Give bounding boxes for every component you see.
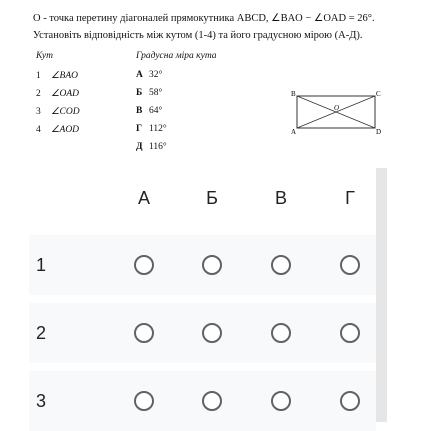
vertex-label-a: A: [291, 128, 297, 136]
grid-column-header: А: [137, 188, 150, 208]
option-value: 58°: [149, 88, 163, 98]
angle-number: 4: [36, 125, 41, 135]
radio-row-2-v[interactable]: [271, 323, 291, 343]
center-label-o: O: [334, 104, 340, 112]
angle-label: ∠AOD: [51, 125, 80, 135]
option-letter: Б: [136, 88, 143, 98]
angle-column-header: Кут: [36, 51, 53, 61]
grid-row-label: 3: [36, 391, 47, 411]
vertex-label-b: B: [291, 90, 296, 98]
angle-label: ∠OAD: [51, 89, 80, 99]
angle-label: ∠BAO: [51, 71, 78, 81]
radio-row-3-v[interactable]: [271, 391, 291, 411]
measure-column-header: Градусна міра кута: [136, 51, 217, 61]
option-letter: В: [136, 106, 143, 116]
grid-row-label: 1: [36, 255, 47, 275]
rectangle-diagram: [289, 88, 385, 136]
radio-row-1-b[interactable]: [202, 255, 222, 275]
problem-line-2: Установіть відповідність між кутом (1-4) та його градусною мірою (А-Д).: [33, 30, 363, 41]
angle-item: [36, 124, 79, 135]
option-letter: А: [136, 70, 143, 80]
option-letter: Д: [136, 142, 143, 152]
option-item: [136, 70, 162, 80]
angle-item: [36, 106, 80, 117]
grid-column-header: В: [274, 188, 287, 208]
radio-row-3-b[interactable]: [202, 391, 222, 411]
option-item: [136, 88, 162, 98]
angle-item: [36, 70, 78, 81]
radio-row-1-g[interactable]: [340, 255, 360, 275]
problem-statement: [0, 0, 422, 160]
angle-item: [36, 88, 79, 99]
radio-row-3-g[interactable]: [340, 391, 360, 411]
radio-row-3-a[interactable]: [134, 391, 154, 411]
option-value: 64°: [149, 106, 163, 116]
angle-number: 1: [36, 71, 41, 81]
option-value: 32°: [149, 70, 163, 80]
problem-line-1: O - точка перетину діагоналей прямокутника ABCD, ∠BAO − ∠OAD = 26°.: [33, 13, 375, 24]
vertex-label-c: C: [376, 90, 381, 98]
option-value: 116°: [149, 142, 167, 152]
option-item: [136, 142, 167, 152]
angle-number: 3: [36, 107, 41, 117]
option-value: 112°: [149, 124, 167, 134]
scrollbar-track[interactable]: [376, 168, 387, 422]
grid-column-header: Г: [345, 188, 355, 208]
vertex-label-d: D: [376, 128, 382, 136]
radio-row-1-v[interactable]: [271, 255, 291, 275]
option-letter: Г: [136, 124, 143, 134]
option-item: [136, 106, 162, 116]
option-item: [136, 124, 167, 134]
angle-label: ∠COD: [51, 107, 80, 117]
radio-row-1-a[interactable]: [134, 255, 154, 275]
grid-column-header: Б: [206, 188, 218, 208]
radio-row-2-g[interactable]: [340, 323, 360, 343]
grid-row-label: 2: [36, 323, 47, 343]
angle-number: 2: [36, 89, 41, 99]
radio-row-2-a[interactable]: [134, 323, 154, 343]
radio-row-2-b[interactable]: [202, 323, 222, 343]
